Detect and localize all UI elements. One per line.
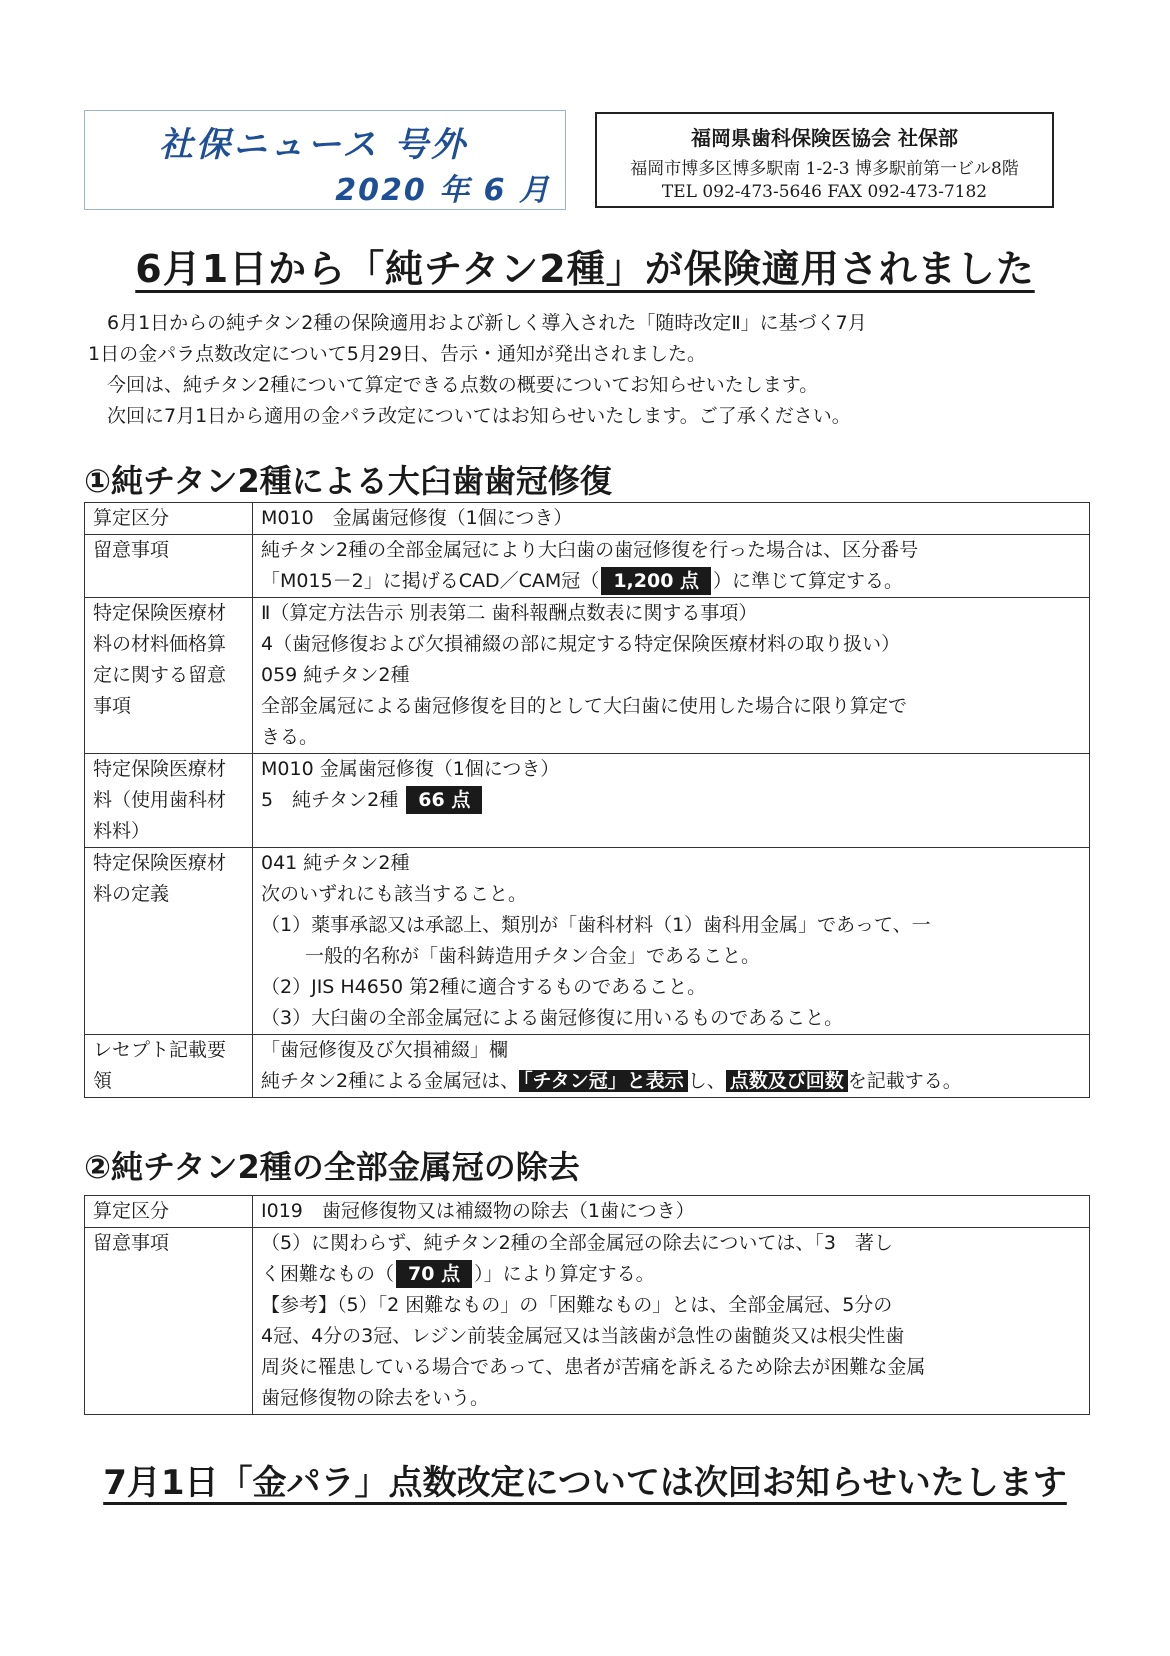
footer-headline-text: 7月1日「金パラ」点数改定については次回お知らせいたします — [103, 1463, 1067, 1503]
table-row — [85, 1196, 1090, 1228]
points-badge: 70 点 — [396, 1260, 472, 1288]
row-label: 留意事項 — [85, 535, 253, 598]
text-line — [261, 566, 1081, 597]
text-line: M010 金属歯冠修復（1個につき） — [261, 758, 560, 780]
text-fragment: 「M015－2」に掲げるCAD／CAM冠（ — [261, 570, 600, 592]
text-line: 【参考】（5）「2 困難なもの」の「困難なもの」とは、全部金属冠、5分の — [261, 1294, 893, 1316]
text-line — [261, 1066, 1081, 1097]
text-line: 歯冠修復物の除去をいう。 — [261, 1387, 490, 1409]
row-value — [253, 1035, 1090, 1098]
intro-line: 次回に7月1日から適用の金パラ改定についてはお知らせいたします。ご了承ください。 — [88, 405, 851, 427]
section2-table — [84, 1195, 1090, 1415]
text-line: 周炎に罹患している場合であって、患者が苦痛を訴えるため除去が困難な金属 — [261, 1356, 926, 1378]
text-line: 4（歯冠修復および欠損補綴の部に規定する特定保険医療材料の取り扱い） — [261, 633, 901, 655]
row-label: 特定保険医療材料（使用歯科材料料） — [85, 754, 253, 848]
text-fragment: ）に準じて算定する。 — [713, 570, 904, 592]
row-label: 留意事項 — [85, 1228, 253, 1415]
row-value — [253, 848, 1090, 1035]
text-line: Ⅱ（算定方法告示 別表第二 歯科報酬点数表に関する事項） — [261, 602, 758, 624]
text-line: 一般的名称が「歯科鋳造用チタン合金」であること。 — [305, 945, 761, 967]
text-fragment: を記載する。 — [847, 1070, 962, 1092]
text-fragment: し、 — [687, 1070, 726, 1092]
text-line: 全部金属冠による歯冠修復を目的として大臼歯に使用した場合に限り算定で — [261, 695, 908, 717]
table-row — [85, 598, 1090, 754]
row-value: M010 金属歯冠修復（1個につき） — [253, 503, 1090, 535]
intro-line: 1日の金パラ点数改定について5月29日、告示・通知が発出されました。 — [88, 343, 706, 365]
text-line: きる。 — [261, 726, 319, 748]
text-line: 次のいずれにも該当すること。 — [261, 883, 528, 905]
row-label: 特定保険医療材料の材料価格算定に関する留意事項 — [85, 598, 253, 754]
row-value — [253, 1228, 1090, 1415]
table-row — [85, 848, 1090, 1035]
table-row — [85, 1035, 1090, 1098]
text-line: （5）に関わらず、純チタン2種の全部金属冠の除去については、「3 著し — [261, 1232, 893, 1254]
text-line — [261, 1259, 1081, 1290]
row-label: 算定区分 — [85, 1196, 253, 1228]
table-row — [85, 1228, 1090, 1415]
intro-paragraph — [88, 308, 1088, 432]
highlight-points-count: 点数及び回数 — [726, 1070, 848, 1092]
intro-line: 今回は、純チタン2種について算定できる点数の概要についてお知らせいたします。 — [88, 374, 819, 396]
text-line: （3）大臼歯の全部金属冠による歯冠修復に用いるものであること。 — [261, 1007, 844, 1029]
text-line: （2）JIS H4650 第2種に適合するものであること。 — [261, 976, 707, 998]
highlight-titanium-crown: 「チタン冠」と表示 — [519, 1070, 688, 1092]
text-line: 純チタン2種の全部金属冠により大臼歯の歯冠修復を行った場合は、区分番号 — [261, 539, 919, 561]
association-name: 福岡県歯科保険医協会 社保部 — [691, 126, 958, 150]
row-label: 特定保険医療材料の定義 — [85, 848, 253, 1035]
table-row — [85, 503, 1090, 535]
text-line: 059 純チタン2種 — [261, 664, 410, 686]
news-title: 社保ニュース 号外 — [159, 125, 469, 165]
association-box — [595, 112, 1054, 208]
table-row — [85, 535, 1090, 598]
text-fragment: ）」により算定する。 — [474, 1263, 655, 1285]
text-line: 4冠、4分の3冠、レジン前装金属冠又は当該歯が急性の歯髄炎又は根尖性歯 — [261, 1325, 905, 1347]
text-fragment: く困難なもの（ — [261, 1263, 395, 1285]
text-line: （1）薬事承認又は承認上、類別が「歯科材料（1）歯科用金属」であって、一 — [261, 914, 931, 936]
section1-title: ①純チタン2種による大臼歯歯冠修復 — [84, 462, 612, 500]
main-headline-text: 6月1日から「純チタン2種」が保険適用されました — [135, 247, 1035, 291]
text-line — [261, 785, 1081, 816]
text-line: 「歯冠修復及び欠損補綴」欄 — [261, 1039, 509, 1061]
news-title-box — [84, 110, 566, 210]
section2-title: ②純チタン2種の全部金属冠の除去 — [84, 1148, 580, 1186]
points-badge: 1,200 点 — [601, 567, 711, 595]
association-address: 福岡市博多区博多駅南 1-2-3 博多駅前第一ビル8階 — [630, 159, 1019, 179]
row-value: I019 歯冠修復物又は補綴物の除去（1歯につき） — [253, 1196, 1090, 1228]
footer-headline — [0, 1455, 1170, 1504]
row-value — [253, 754, 1090, 848]
text-fragment: 純チタン2種による金属冠は、 — [261, 1070, 520, 1092]
row-value — [253, 598, 1090, 754]
section1-table — [84, 502, 1090, 1098]
association-contact: TEL 092-473-5646 FAX 092-473-7182 — [661, 182, 988, 202]
row-label: 算定区分 — [85, 503, 253, 535]
intro-line: 6月1日からの純チタン2種の保険適用および新しく導入された「随時改定Ⅱ」に基づく7月 — [88, 312, 867, 334]
row-value — [253, 535, 1090, 598]
points-badge: 66 点 — [406, 786, 482, 814]
row-label: レセプト記載要領 — [85, 1035, 253, 1098]
table-row — [85, 754, 1090, 848]
text-fragment: 5 純チタン2種 — [261, 789, 399, 811]
news-date: 2020 年 6 月 — [335, 173, 551, 208]
text-line: 041 純チタン2種 — [261, 852, 410, 874]
main-headline — [0, 238, 1170, 293]
